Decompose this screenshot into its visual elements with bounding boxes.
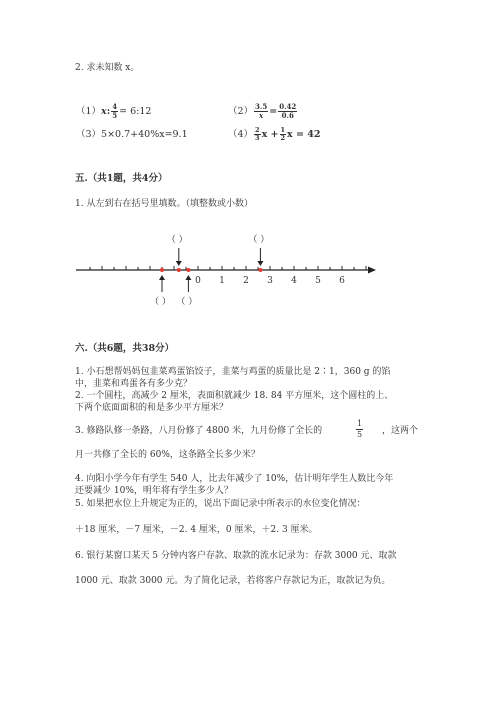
equation-2 bbox=[228, 103, 298, 120]
s6-q2-line-2: 下两个底面面积的和是多少平方厘米？ bbox=[75, 403, 229, 413]
equation-4-rest: x = 42 bbox=[287, 129, 321, 140]
number-line-marker bbox=[160, 268, 164, 272]
s6-q3-text-b: ，这两个 bbox=[382, 426, 419, 436]
equation-2-right-numerator: 0.42 bbox=[279, 102, 297, 111]
equation-1 bbox=[76, 103, 151, 120]
equation-2-equals: = bbox=[269, 106, 278, 117]
equation-1-x: x bbox=[101, 106, 107, 117]
s6-q4-line-1: 4. 向阳小学今年有学生 540 人，比去年减少了 10%，估计明年学生人数比今年 bbox=[75, 474, 394, 484]
equation-1-numerator: 4 bbox=[112, 102, 118, 111]
s6-q3-line-2: 月一共修了全长的 60%，这条路全长多少米？ bbox=[75, 450, 260, 460]
equation-2-right-fraction bbox=[278, 103, 297, 120]
equation-4 bbox=[228, 127, 321, 142]
section-6-title: 六.（共6题，共38分） bbox=[75, 343, 175, 354]
equation-2-left-denominator: x bbox=[259, 111, 264, 120]
equation-4-fraction-a-den: 3 bbox=[255, 134, 260, 142]
number-line-marker bbox=[186, 268, 190, 272]
s6-q3-line-1 bbox=[75, 425, 322, 437]
equation-2-left-numerator: 3.5 bbox=[255, 102, 268, 111]
q2-title: 2. 求未知数 x。 bbox=[75, 63, 140, 73]
equation-4-fraction-b bbox=[280, 127, 287, 142]
equation-2-prefix: （2） bbox=[228, 106, 254, 117]
s6-q5-line-1: 5. 如果把水位上升规定为正的，说出下面记录中所表示的水位变化情况： bbox=[75, 499, 366, 509]
s6-q3-fraction-inner bbox=[356, 419, 363, 440]
number-line-pointer-arrowhead bbox=[176, 261, 182, 266]
number-line-answer-paren: （ ） bbox=[150, 297, 171, 307]
number-line-pointer-arrowhead bbox=[185, 275, 191, 280]
s6-q3-fraction-den: 5 bbox=[357, 430, 363, 439]
equation-1-fraction bbox=[111, 103, 118, 120]
s6-q5-line-2: ＋18 厘米，－7 厘米，－2. 4 厘米，0 厘米，＋2. 3 厘米。 bbox=[75, 525, 318, 535]
number-line-tick-label: 3 bbox=[267, 276, 273, 286]
equation-4-fraction-a-num: 2 bbox=[255, 126, 260, 134]
section-5-title: 五.（共1题，共4分） bbox=[75, 173, 168, 184]
equation-1-colon: : bbox=[106, 106, 111, 117]
number-line-tick-label: 4 bbox=[291, 276, 297, 286]
s6-q4-line-2: 还要减少 10%，明年将有学生多少人？ bbox=[75, 486, 233, 496]
s6-q3-fraction bbox=[355, 419, 364, 440]
number-line-tick-label: 6 bbox=[339, 276, 345, 286]
number-line-answer-paren: （ ） bbox=[176, 297, 198, 307]
equation-4-prefix: （4） bbox=[228, 129, 254, 140]
s6-q3-fraction-num: 1 bbox=[357, 419, 363, 428]
equation-1-prefix: （1） bbox=[76, 106, 102, 117]
equation-4-fraction-a bbox=[254, 127, 261, 142]
equation-4-fraction-b-den: 2 bbox=[280, 134, 286, 142]
s6-q1-line-2: 中，韭菜和鸡蛋各有多少克？ bbox=[75, 379, 193, 389]
number-line-marker bbox=[177, 268, 181, 272]
equation-4-fraction-b-num: 1 bbox=[280, 126, 286, 134]
equation-3: （3）5×0.7+40%x=9.1 bbox=[76, 129, 188, 140]
number-line-pointer-arrowhead bbox=[159, 275, 165, 280]
number-line-tick-label: 2 bbox=[243, 276, 249, 286]
section-5-question-1: 1. 从左到右在括号里填数。（填整数或小数） bbox=[75, 199, 253, 209]
equation-4-mid: x + bbox=[261, 129, 279, 140]
number-line bbox=[70, 232, 390, 312]
number-line-arrowhead bbox=[368, 267, 376, 274]
number-line-marker bbox=[258, 268, 262, 272]
number-line-pointer-arrowhead bbox=[257, 261, 263, 266]
s6-q1-line-1: 1. 小石想帮妈妈包韭菜鸡蛋馅饺子，韭菜与鸡蛋的质量比是 2∶1，360 g 的馅 bbox=[75, 367, 391, 377]
equation-1-rest: = 6:12 bbox=[119, 106, 152, 117]
equation-1-denominator: 5 bbox=[112, 111, 118, 120]
number-line-tick-label: 0 bbox=[195, 276, 201, 286]
s6-q3-text-a: 3. 修路队修一条路，八月份修了 4800 米，九月份修了全长的 bbox=[75, 426, 323, 436]
s6-q6-line-2: 1000 元、取款 3000 元。为了简化记录，若将客户存款记为正，取款记为负。 bbox=[75, 576, 391, 586]
number-line-tick-label: 1 bbox=[219, 276, 225, 286]
s6-q6-line-1: 6. 银行某窗口某天 5 分钟内客户存款、取款的流水记录为：存款 3000 元、取款 bbox=[75, 551, 397, 561]
number-line-tick-label: 5 bbox=[315, 276, 321, 286]
number-line-answer-paren: （ ） bbox=[248, 235, 270, 245]
equation-2-left-fraction bbox=[254, 103, 268, 120]
number-line-answer-paren: （ ） bbox=[166, 235, 188, 245]
s6-q2-line-1: 2. 一个圆柱，高减少 2 厘米，表面积就减少 18. 84 平方厘米，这个圆柱的上、 bbox=[75, 391, 394, 401]
equation-2-right-denominator: 0.6 bbox=[281, 111, 294, 120]
